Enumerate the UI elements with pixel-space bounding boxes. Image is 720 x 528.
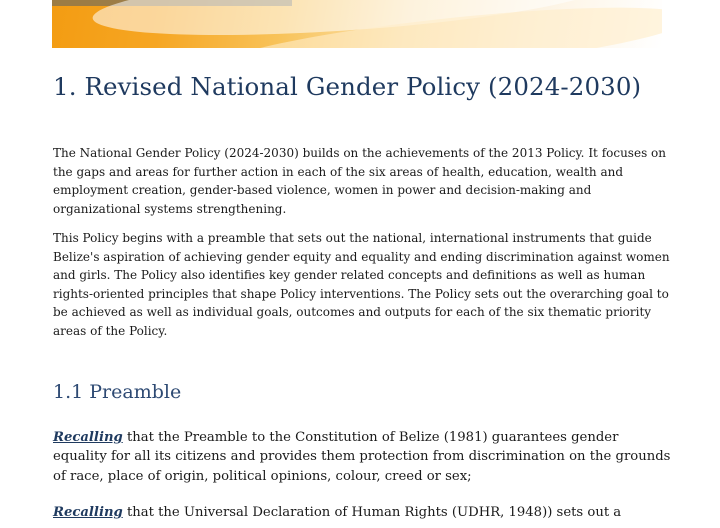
header-banner: [52, 0, 662, 48]
subsection-heading: 1.1 Preamble: [53, 381, 182, 403]
intro-paragraph-1: The National Gender Policy (2024-2030) builds on the achievements of the 2013 Policy. It focuses on the gaps and areas for further action in each of the six areas of health, education, wealth and employment creation, gender-based violence, women in power and decision-making and organizational systems strengthening.: [53, 146, 666, 216]
recital-paragraph-1: [53, 428, 671, 486]
recital-text: that the Universal Declaration of Human Rights (UDHR, 1948)) sets out a: [122, 505, 622, 520]
intro-paragraph-2: This Policy begins with a preamble that sets out the national, international instruments that guide Belize's aspiration of achieving gender equity and equality and ending discrimination against women and girls. The Policy also identifies key gender related concepts and definitions as well as human rights-oriented principles that shape Policy interventions. The Policy sets out the overarching goal to be achieved as well as individual goals, outcomes and outputs for each of the six thematic priority areas of the Policy.: [53, 231, 670, 338]
recital-keyword: Recalling: [53, 430, 123, 445]
recital-paragraph-2: [53, 503, 671, 522]
recital-text: that the Preamble to the Constitution of Belize (1981) guarantees gender equality for all its citizens and provides them protection from discrimination on the grounds of race, place of origin, political opinions, colour, creed or sex;: [53, 430, 671, 484]
section-heading: 1. Revised National Gender Policy (2024-2030): [53, 72, 642, 101]
recital-keyword: Recalling: [53, 505, 123, 520]
